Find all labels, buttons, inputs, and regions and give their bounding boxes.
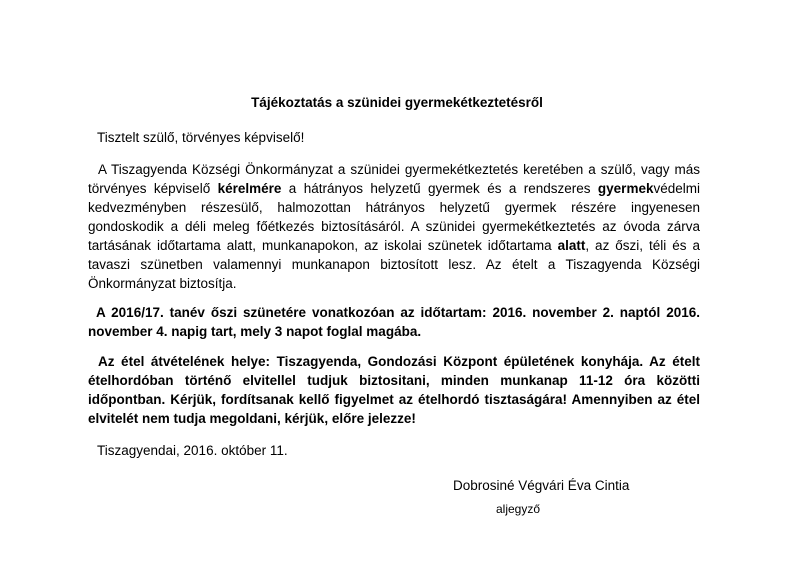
document-title: Tájékoztatás a szünidei gyermekétkeztetésről xyxy=(251,95,543,110)
paragraph-text: a hátrányos helyzetű gyermek és a rendszeres xyxy=(281,181,598,196)
date-line: Tiszagyendai, 2016. október 11. xyxy=(97,443,288,458)
signer-role: aljegyző xyxy=(496,502,541,516)
emphasis-during: alatt xyxy=(557,238,586,253)
emphasis-child: gyermek xyxy=(597,181,654,196)
paragraph-period: A 2016/17. tanév őszi szünetére vonatkozóan az időtartam: 2016. november 2. naptól 2016. november 4. napig tart, mely 3 napot foglal magába. xyxy=(88,305,700,339)
paragraph-pickup: Az étel átvételének helye: Tiszagyenda, Gondozási Központ épületének konyhája. Az ételt ételhordóban történő elvitellel tudjuk biztositani, minden munkanap 11-12 óra közötti időpontban. Kérjük, fordítsanak kellő figyelmet az ételhordó tisztaságára! Amennyiben az étel elvitelét nem tudja megoldani, kérjük, előre jelezze! xyxy=(88,354,700,426)
greeting: Tisztelt szülő, törvényes képviselő! xyxy=(97,130,305,145)
paragraph-text: , az őszi, téli és a tavaszi szünetben valamennyi munkanapon biztosított lesz. Az ételt a Tiszagyenda Községi Önkormányzat biztosítja. xyxy=(88,238,701,291)
paragraph-text: védelmi kedvezményben részesülő, halmozottan hátrányos helyzetű gyermek részére ingyenesen gondoskodik a déli meleg főétkezés biztosításáról. A szünidei gyermekétkeztetés az óvoda zárva tartásának időtartama alatt, munkanapokon, az iskolai szünetek időtartama xyxy=(88,181,700,253)
signer-name: Dobrosiné Végvári Éva Cintia xyxy=(453,478,630,493)
paragraph-text: A Tiszagyenda Községi Önkormányzat a szünidei gyermekétkeztetés keretében a szülő, vagy más törvényes képviselő xyxy=(88,162,700,196)
emphasis-request: kérelmére xyxy=(217,181,282,196)
paragraph-eligibility xyxy=(88,160,700,293)
